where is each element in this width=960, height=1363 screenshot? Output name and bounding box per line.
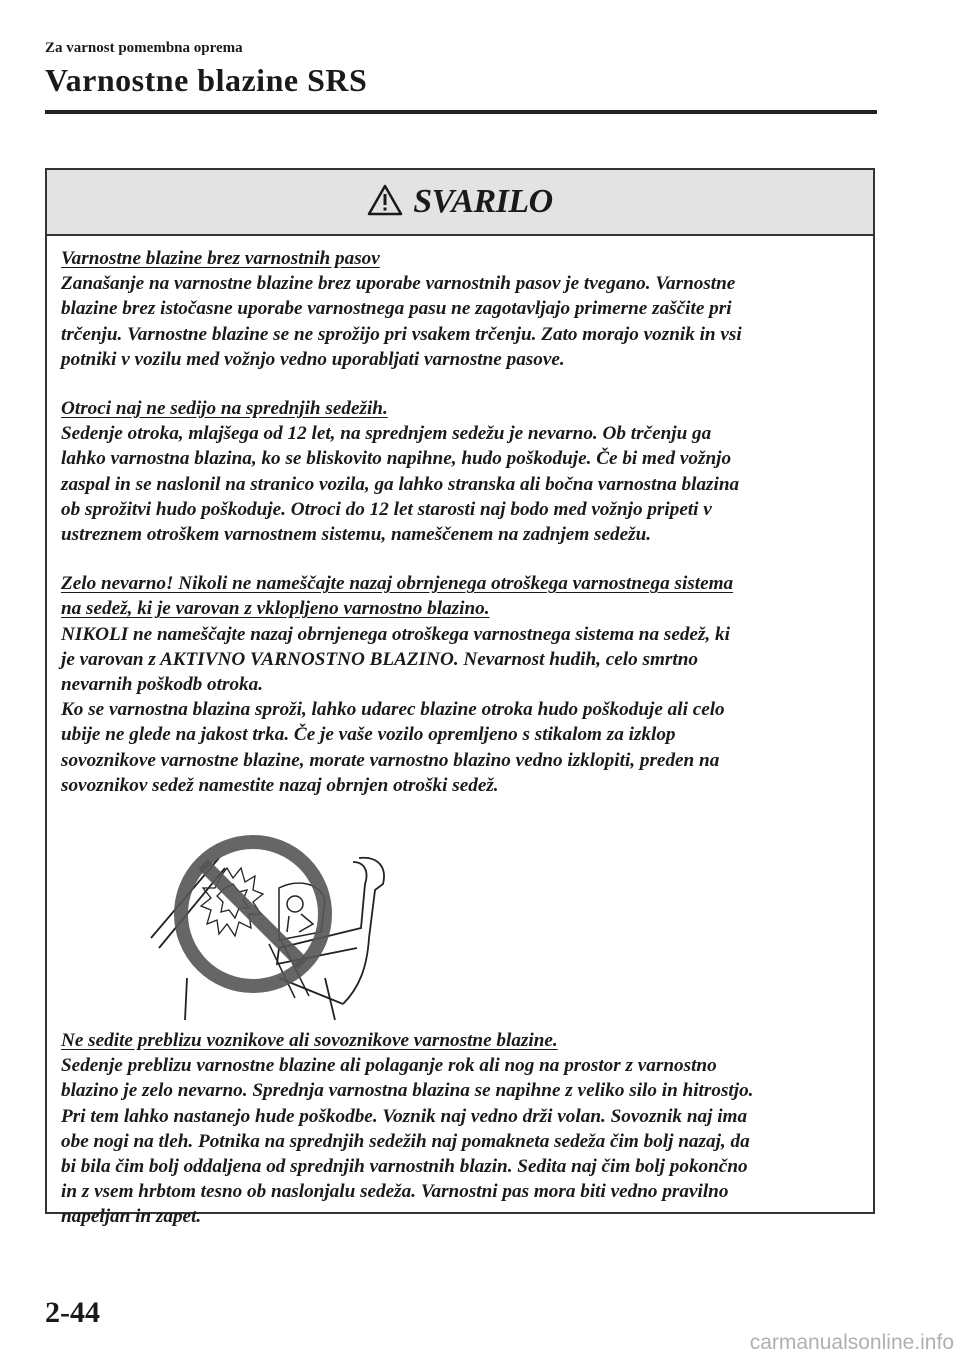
title-divider bbox=[45, 110, 877, 114]
warning-title: SVARILO bbox=[413, 183, 553, 220]
warning-triangle-icon bbox=[367, 184, 403, 221]
warning-paragraph-seatbelts bbox=[61, 246, 859, 372]
warning-paragraph-too-close bbox=[61, 1028, 859, 1230]
warning-paragraph-rear-facing-seat bbox=[61, 571, 859, 798]
page-title: Varnostne blazine SRS bbox=[45, 62, 368, 98]
paragraph-text: Sedenje otroka, mlajšega od 12 let, na sprednjem sedežu je nevarno. Ob trčenju ga lahko varnostna blazina, ko se bliskovito napihne, hudo poškoduje. Če bi med vožnjo zaspal in se naslonil na stranico vozila, ga lahko stranska ali bočna varnostna blazina ob sprožitvi hudo poškoduje. Otroci do 12 let starosti naj bodo med vožnjo pripeti v ustreznem otroškem varnostnem sistemu, nameščenem na zadnjem sedežu. bbox=[61, 423, 740, 546]
prohibited-rear-facing-child-seat-icon bbox=[129, 828, 409, 1020]
paragraph-heading: Varnostne blazine brez varnostnih pasov bbox=[61, 248, 380, 269]
watermark: carmanualsonline.info bbox=[749, 1331, 954, 1354]
section-label: Za varnost pomembna oprema bbox=[45, 40, 243, 56]
paragraph-text: NIKOLI ne nameščajte nazaj obrnjenega otroškega varnostnega sistema na sedež, ki je varovan z AKTIVNO VARNOSTNO BLAZINO. Nevarnost hudih, celo smrtno nevarnih poškodb otroka. Ko se varnostna blazina sproži, lahko udarec blazine otroka hudo poškoduje ali celo ubije ne glede na jakost trka. Če je vaše vozilo opremljeno s stikalom za izklop sovoznikove varnostne blazine, morate varnostno blazino vedno izklopiti, preden na sovoznikov sedež namestite nazaj obrnjen otroški sedež. bbox=[61, 623, 730, 796]
paragraph-text: Sedenje preblizu varnostne blazine ali polaganje rok ali nog na prostor z varnostno blazino je zelo nevarno. Sprednja varnostna blazina se napihne z veliko silo in hitrostjo. Pri tem lahko nastanejo hude poškodbe. Voznik naj vedno drži volan. Sovoznik naj ima obe nogi na tleh. Potnika na sprednjih sedežih naj pomakneta sedeža čim bolj nazaj, da bi bila čim bolj oddaljena od sprednjih varnostnih blazin. Sedita naj čim bolj pokončno in z vsem hrbtom tesno ob naslonjalu sedeža. Varnostni pas mora biti vedno pravilno napeljan in zapet. bbox=[61, 1055, 754, 1228]
warning-header bbox=[47, 170, 873, 236]
warning-box bbox=[45, 168, 875, 1228]
paragraph-heading: Zelo nevarno! Nikoli ne nameščajte nazaj obrnjenega otroškega varnostnega sistema na sedež, ki je varovan z vklopljeno varnostno blazino. bbox=[61, 573, 734, 620]
paragraph-text: Zanašanje na varnostne blazine brez uporabe varnostnih pasov je tvegano. Varnostne blazine brez istočasne uporabe varnostnega pasu ne zagotavljajo primerne zaščite pri trčenju. Varnostne blazine se ne sprožijo pri vsakem trčenju. Zato morajo voznik in vsi potniki v vozilu med vožnjo vedno uporabljati varnostne pasove. bbox=[61, 273, 742, 370]
warning-paragraph-children-front-seats bbox=[61, 396, 859, 547]
warning-figure bbox=[61, 828, 859, 1020]
paragraph-heading: Ne sedite preblizu voznikove ali sovoznikove varnostne blazine. bbox=[61, 1030, 558, 1052]
paragraph-heading: Otroci naj ne sedijo na sprednjih sedežih. bbox=[61, 398, 388, 420]
page-number: 2-44 bbox=[45, 1296, 100, 1329]
warning-body bbox=[47, 236, 873, 1230]
